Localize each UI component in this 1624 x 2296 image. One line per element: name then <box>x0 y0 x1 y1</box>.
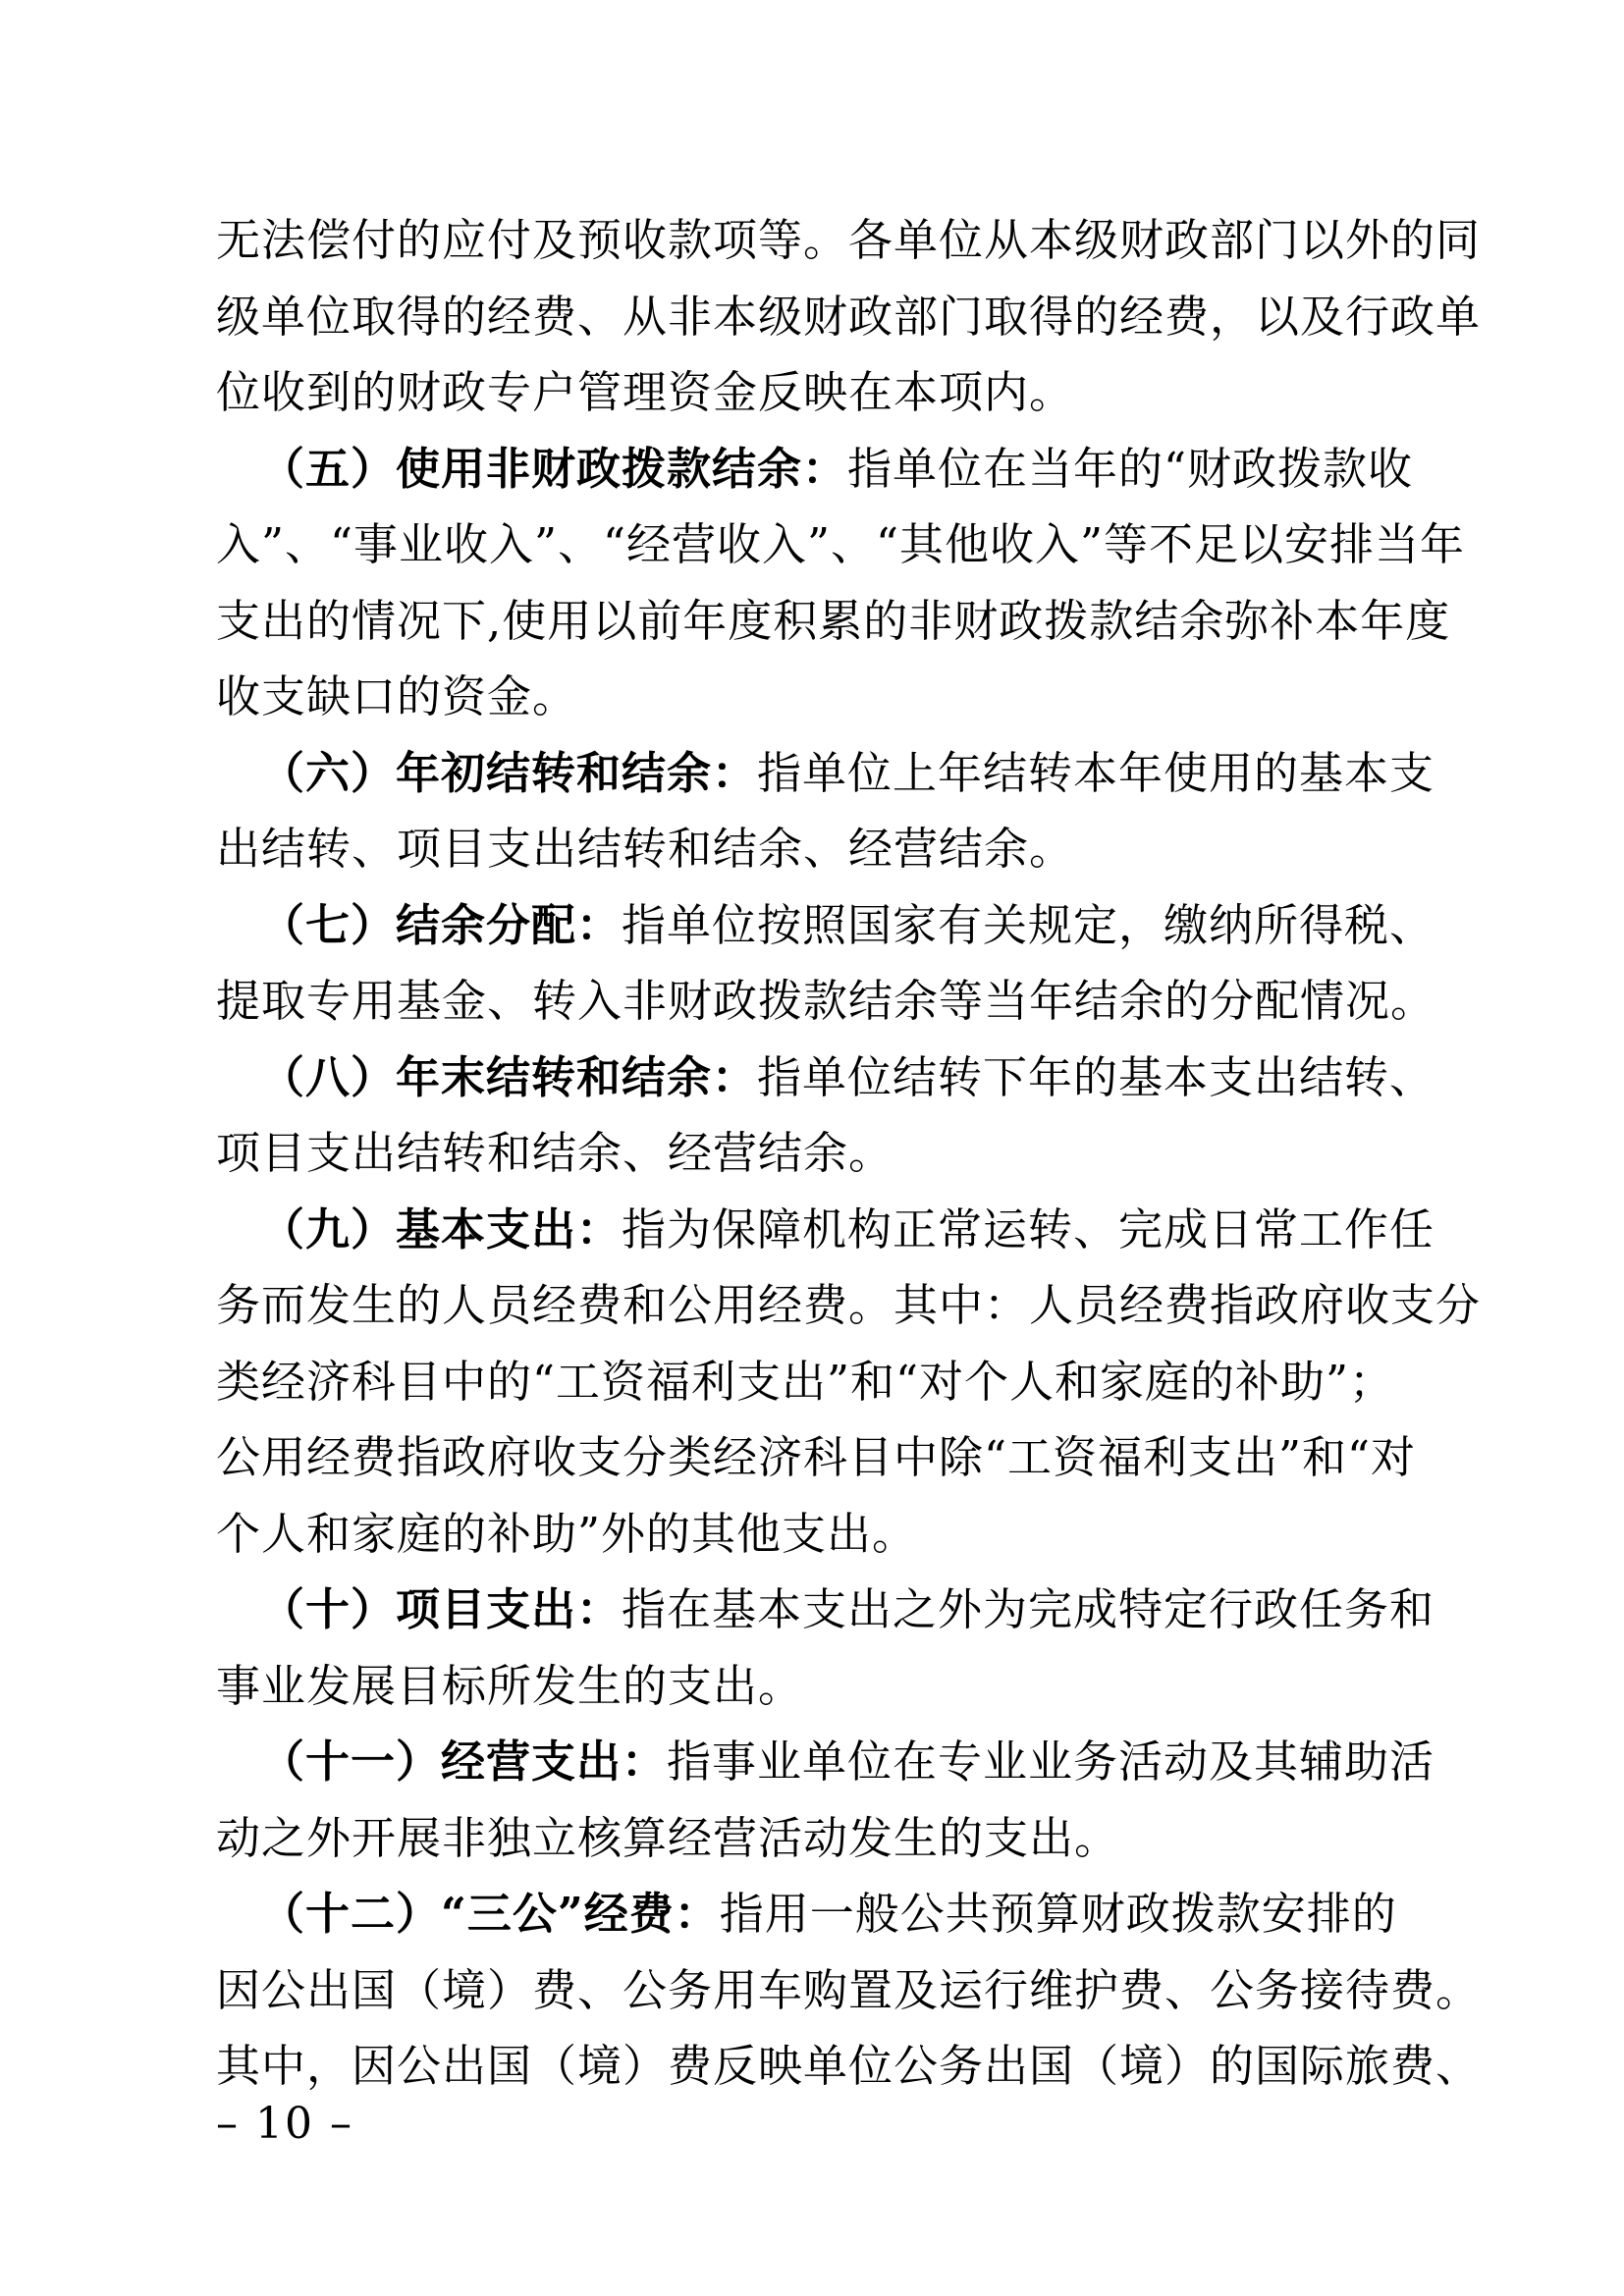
text-segment: 出结转、项目支出结转和结余、经营结余。 <box>216 823 1075 875</box>
text-segment: 类经济科目中的“工资福利支出”和“对个人和家庭的补助”； <box>216 1355 1395 1408</box>
text-segment: 因公出国（境）费、公务用车购置及运行维护费、公务接待费。 <box>216 1963 1482 2016</box>
text-segment: 入”、“事业收入”、“经营收入”、“其他收入”等不足以安排当年 <box>216 518 1466 570</box>
text-line <box>216 1572 1435 1648</box>
text-segment: 指单位上年结转本年使用的基本支 <box>757 746 1435 799</box>
text-line <box>216 1419 1422 1496</box>
text-line <box>216 1040 1435 1116</box>
text-line <box>216 431 1422 507</box>
text-line <box>216 279 1482 355</box>
text-line <box>216 659 1422 735</box>
document-body <box>216 202 1482 2105</box>
text-line <box>216 887 1435 964</box>
text-segment: 指用一般公共预算财政拨款安排的 <box>719 1888 1397 1940</box>
text-line <box>216 1876 1422 1952</box>
paragraph-heading-segment: （十）项目支出： <box>260 1583 623 1635</box>
paragraph-heading-segment: （七）结余分配： <box>260 898 623 951</box>
paragraph-heading-segment: （十一）经营支出： <box>260 1735 668 1788</box>
text-line <box>216 963 1436 1040</box>
text-line <box>216 507 1466 583</box>
text-line <box>216 1724 1435 1800</box>
text-segment: 其中，因公出国（境）费反映单位公务出国（境）的国际旅费、 <box>216 2040 1482 2092</box>
text-line <box>216 1648 1422 1725</box>
text-line <box>216 2028 1482 2105</box>
text-segment: 提取专用基金、转入非财政拨款结余等当年结余的分配情况。 <box>216 975 1436 1027</box>
paragraph-heading-segment: （十二）“三公”经费： <box>260 1888 720 1940</box>
text-segment: 指为保障机构正常运转、完成日常工作任 <box>622 1202 1435 1255</box>
text-segment: 指事业单位在专业业务活动及其辅助活 <box>667 1735 1435 1788</box>
text-segment: 项目支出结转和结余、经营结余。 <box>216 1127 894 1179</box>
paragraph-heading-segment: （五）使用非财政拨款结余： <box>260 442 848 495</box>
text-segment: 指单位按照国家有关规定，缴纳所得税、 <box>622 898 1435 951</box>
text-line <box>216 811 1422 887</box>
text-line <box>216 583 1451 660</box>
text-segment: 动之外开展非独立核算经营活动发生的支出。 <box>216 1811 1120 1864</box>
text-line <box>216 1344 1422 1420</box>
text-line <box>216 1952 1482 2029</box>
text-line <box>216 202 1482 279</box>
text-segment: 支出的情况下,使用以前年度积累的非财政拨款结余弥补本年度 <box>216 594 1451 647</box>
text-segment: 务而发生的人员经费和公用经费。其中：人员经费指政府收支分 <box>216 1279 1482 1331</box>
text-segment: 个人和家庭的补助”外的其他支出。 <box>216 1507 918 1560</box>
text-line <box>216 1115 1422 1192</box>
paragraph-heading-segment: （八）年末结转和结余： <box>260 1050 758 1103</box>
text-segment: 收支缺口的资金。 <box>216 670 578 722</box>
text-segment: 公用经费指政府收支分类经济科目中除“工资福利支出”和“对 <box>216 1431 1417 1483</box>
text-segment: 位收到的财政专户管理资金反映在本项内。 <box>216 366 1075 418</box>
paragraph-heading-segment: （六）年初结转和结余： <box>260 746 758 799</box>
text-segment: 指在基本支出之外为完成特定行政任务和 <box>622 1583 1435 1635</box>
text-segment: 指单位在当年的“财政拨款收 <box>847 442 1414 495</box>
text-line <box>216 354 1422 431</box>
text-segment: 无法偿付的应付及预收款项等。各单位从本级财政部门以外的同 <box>216 214 1482 266</box>
text-segment: 指单位结转下年的基本支出结转、 <box>757 1050 1435 1103</box>
text-line <box>216 1267 1482 1344</box>
text-line <box>216 1800 1422 1877</box>
text-line <box>216 1192 1435 1268</box>
page-number: – 10 – <box>216 2099 353 2149</box>
text-segment: 级单位取得的经费、从非本级财政部门取得的经费，以及行政单 <box>216 290 1482 343</box>
text-segment: 事业发展目标所发生的支出。 <box>216 1659 804 1712</box>
text-line <box>216 735 1435 812</box>
paragraph-heading-segment: （九）基本支出： <box>260 1202 623 1255</box>
text-line <box>216 1496 1422 1573</box>
